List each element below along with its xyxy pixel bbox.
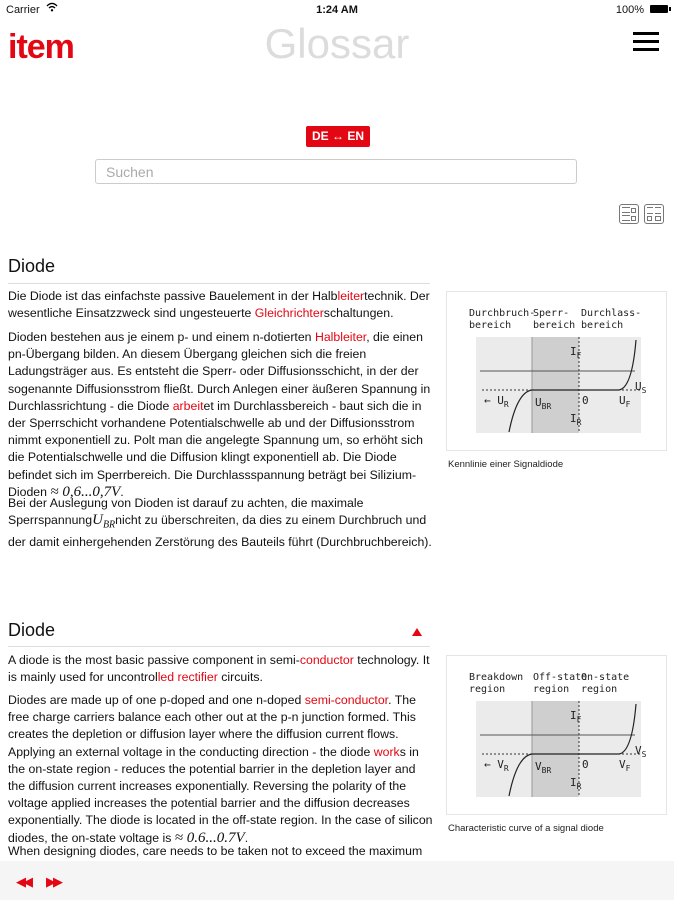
link-rectifier[interactable]: led rectifier: [157, 670, 218, 685]
entry-title-en: Diode: [8, 620, 56, 640]
diode-curve-chart: [447, 292, 666, 450]
item-logo[interactable]: item: [8, 28, 74, 66]
formula: ≈ 0.6...0.7V: [174, 829, 245, 846]
region-label-breakdown: Durchbruch-: [469, 308, 536, 319]
hamburger-menu-icon[interactable]: [633, 32, 659, 52]
label-forward-current: $I_F$: [570, 345, 582, 360]
region-label-on-state: Durchlass-: [581, 308, 642, 319]
region-label-off-state: Sperr-: [533, 308, 570, 319]
link-gleichrichter[interactable]: Gleichrichter: [254, 306, 324, 321]
figure-caption-en: Characteristic curve of a signal diode: [448, 823, 604, 834]
status-bar: [0, 0, 674, 20]
battery-icon: [650, 5, 668, 13]
label-threshold-voltage: $V_S$: [635, 744, 647, 759]
entry-en-paragraph-2: Diodes are made up of one p-doped and one n-doped semi-conductor. The free charge carriers balance each other out at the p-n junction formed. This creates the depletion or diffusion layer where the diffusion current flows. Applying an external voltage in the conducting direction - the diode works in the on-state region - reduces the potential barrier in the depletion layer and the diffusion current increases exponentially. Reversing the polarity of the voltage applied increases the potential barrier and the diffusion decreases exponentially. The diode is located in the off-state region. In the case of silicon diodes, the on-state voltage is ≈ 0.6...0.7V.: [8, 693, 433, 846]
region-label-on-state: On-state: [581, 672, 630, 683]
label-forward-current: $I_F$: [570, 709, 582, 724]
label-zero: 0: [582, 758, 589, 771]
label-reverse-current: $I_R$: [570, 776, 582, 791]
label-threshold-voltage: $U_S$: [635, 380, 647, 395]
entry-de-paragraph-2: Dioden bestehen aus je einem p- und einem n-dotierten Halbleiter, die einen pn-Übergang bilden. An diesem Übergang gleichen sich die freien Ladungsträger aus. Es entsteht die Sperr- oder Diffusionsschicht, in der der sogenannte Diffusionsstrom fließt. Durch Anlegen einer äußeren Spannung in Durchlassrichtung - die Diode arbeitet im Durchlassbereich - baut sich die in der Sperrschicht vorhandene Potentialschwelle ab und der Diffusionsstrom nimmt exponentiell zu. Polt man die angelegte Spannung um, so erhöht sich die Potentialschwelle und die Diffusion klingt exponentiell ab. Die Diode befindet sich im Sperrbereich. Die Durchlassspannung beträgt bei Silizium-Dioden ≈ 0,6...0,7V.: [8, 330, 431, 500]
link-halbleiter[interactable]: Halbleiter: [314, 330, 367, 344]
figure-caption-de: Kennlinie einer Signaldiode: [448, 459, 564, 470]
formula: ≈ 0,6...0,7V: [50, 483, 121, 500]
clock: 1:24 AM: [316, 4, 358, 16]
link-conductor[interactable]: conductor: [299, 653, 354, 667]
region-label-off-state: region: [533, 684, 570, 695]
carrier-label: Carrier: [6, 4, 40, 16]
diode-figure-de: [446, 291, 667, 451]
footer-bar: [0, 861, 674, 900]
entry-de-paragraph-1: Die Diode ist das einfachste passive Bauelement in der Halbleitertechnik. Der wesentliche Einsatzzweck sind ungesteuerte Gleichrichterschaltungen.: [8, 289, 430, 321]
entry-en-paragraph-3: When designing diodes, care needs to be taken not to exceed the maximum: [8, 844, 423, 858]
search-input[interactable]: [95, 159, 577, 184]
link-leiter[interactable]: leiter: [337, 289, 365, 303]
label-zero: 0: [582, 394, 589, 407]
next-entry-button[interactable]: ▶▶: [46, 874, 60, 889]
label-breakdown-voltage: $U_{BR}$: [535, 396, 552, 411]
language-toggle-button[interactable]: DE ↔ EN: [306, 126, 370, 147]
diode-curve-chart: [447, 656, 666, 814]
region-label-breakdown: region: [469, 684, 506, 695]
battery-percent: 100%: [615, 4, 644, 16]
diode-figure-en: [446, 655, 667, 815]
previous-entry-button[interactable]: ◀◀: [16, 874, 30, 889]
label-reverse-voltage: ← $V_R$: [484, 758, 509, 773]
region-label-breakdown: bereich: [469, 320, 512, 331]
scroll-to-top-icon[interactable]: [412, 628, 422, 636]
list-view-icon[interactable]: [619, 204, 639, 224]
region-label-breakdown: Breakdown: [469, 672, 524, 683]
label-breakdown-voltage: $V_{BR}$: [535, 760, 552, 775]
link-semi-conductor[interactable]: semi-conductor: [304, 693, 389, 707]
region-label-on-state: region: [581, 684, 618, 695]
entry-de-paragraph-3: Bei der Auslegung von Dioden ist darauf zu achten, die maximale SperrspannungU$_{BR}$nicht zu überschreiten, da dies zu einem Durchbruch und der damit einhergehenden Zerstörung des Bauteils führt (Durchbruchbereich).: [8, 496, 432, 549]
entry-title-de: Diode: [8, 256, 56, 276]
region-label-off-state: Off-state: [533, 672, 588, 683]
link-work[interactable]: work: [373, 744, 400, 759]
page-title: Glossar: [264, 20, 410, 67]
link-arbeit[interactable]: arbeit: [172, 398, 204, 413]
label-reverse-current: $I_R$: [570, 412, 582, 427]
region-label-on-state: bereich: [581, 320, 624, 331]
region-label-off-state: bereich: [533, 320, 576, 331]
divider: [8, 283, 430, 284]
divider: [8, 646, 430, 647]
label-forward-voltage: $V_F$: [619, 758, 631, 773]
label-reverse-voltage: ← $U_R$: [484, 394, 509, 409]
entry-en-paragraph-1: A diode is the most basic passive component in semi-conductor technology. It is mainly used for uncontrolled rectifier circuits.: [8, 653, 430, 685]
grid-view-icon[interactable]: [644, 204, 664, 224]
label-forward-voltage: $U_F$: [619, 394, 631, 409]
